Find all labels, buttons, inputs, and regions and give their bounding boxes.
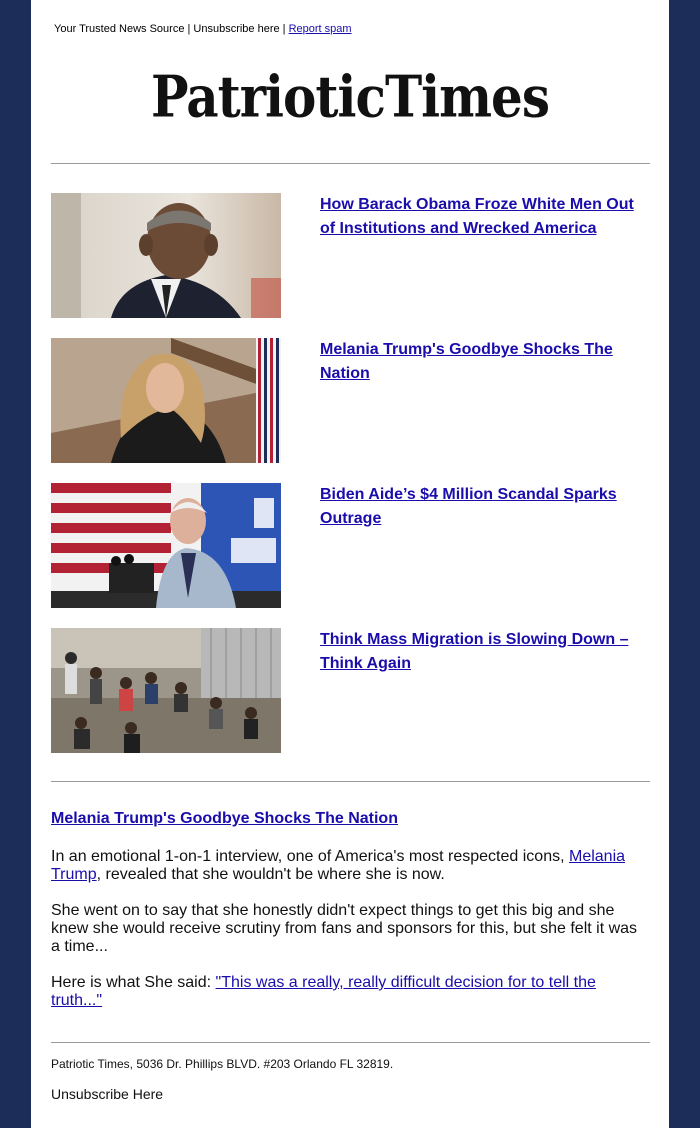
quote-link[interactable]: "This was a really, really difficult decision for to tell the truth..." bbox=[51, 974, 596, 1009]
story-item bbox=[51, 338, 651, 463]
article-paragraph bbox=[51, 848, 641, 884]
melania-trump-link[interactable]: Melania Trump bbox=[51, 848, 626, 883]
preheader-text: Your Trusted News Source | Unsubscribe here | bbox=[54, 23, 289, 35]
article-text: Here is what She said: bbox=[51, 974, 216, 991]
article-paragraph: She went on to say that she honestly didn't expect things to get this big and she knew she would receive scrutiny from fans and sponsors for this, but she felt it was a time... bbox=[51, 902, 638, 955]
masthead-title: PatrioticTimes bbox=[150, 62, 550, 130]
story-thumbnail-obama[interactable] bbox=[51, 193, 281, 318]
article-text: In an emotional 1-on-1 interview, one of America's most respected icons, bbox=[51, 848, 569, 865]
story-headline-link[interactable]: How Barack Obama Froze White Men Out of Institutions and Wrecked America bbox=[320, 196, 634, 237]
report-spam-link[interactable]: Report spam bbox=[288, 23, 352, 35]
divider bbox=[51, 163, 650, 164]
featured-article bbox=[51, 810, 641, 1028]
article-text: , revealed that she wouldn't be where she is now. bbox=[96, 866, 445, 883]
story-thumbnail-biden[interactable] bbox=[51, 483, 281, 608]
footer-address: Patriotic Times, 5036 Dr. Phillips BLVD. #203 Orlando FL 32819. bbox=[51, 1057, 394, 1071]
preheader bbox=[54, 23, 352, 35]
article-title-link[interactable]: Melania Trump's Goodbye Shocks The Nation bbox=[51, 810, 398, 827]
story-item bbox=[51, 483, 651, 608]
unsubscribe-link[interactable]: Unsubscribe Here bbox=[51, 1086, 164, 1102]
email-body bbox=[31, 0, 669, 1128]
divider bbox=[51, 781, 650, 782]
story-thumbnail-migration[interactable] bbox=[51, 628, 281, 753]
masthead-logo bbox=[31, 60, 669, 132]
story-headline-link[interactable]: Think Mass Migration is Slowing Down – Think Again bbox=[320, 631, 629, 672]
story-headline-link[interactable]: Biden Aide’s $4 Million Scandal Sparks Outrage bbox=[320, 486, 617, 527]
story-headline-link[interactable]: Melania Trump's Goodbye Shocks The Nation bbox=[320, 341, 613, 382]
divider bbox=[51, 1042, 650, 1043]
story-item bbox=[51, 628, 651, 753]
story-item bbox=[51, 193, 651, 318]
article-paragraph bbox=[51, 974, 641, 1010]
story-thumbnail-melania[interactable] bbox=[51, 338, 281, 463]
